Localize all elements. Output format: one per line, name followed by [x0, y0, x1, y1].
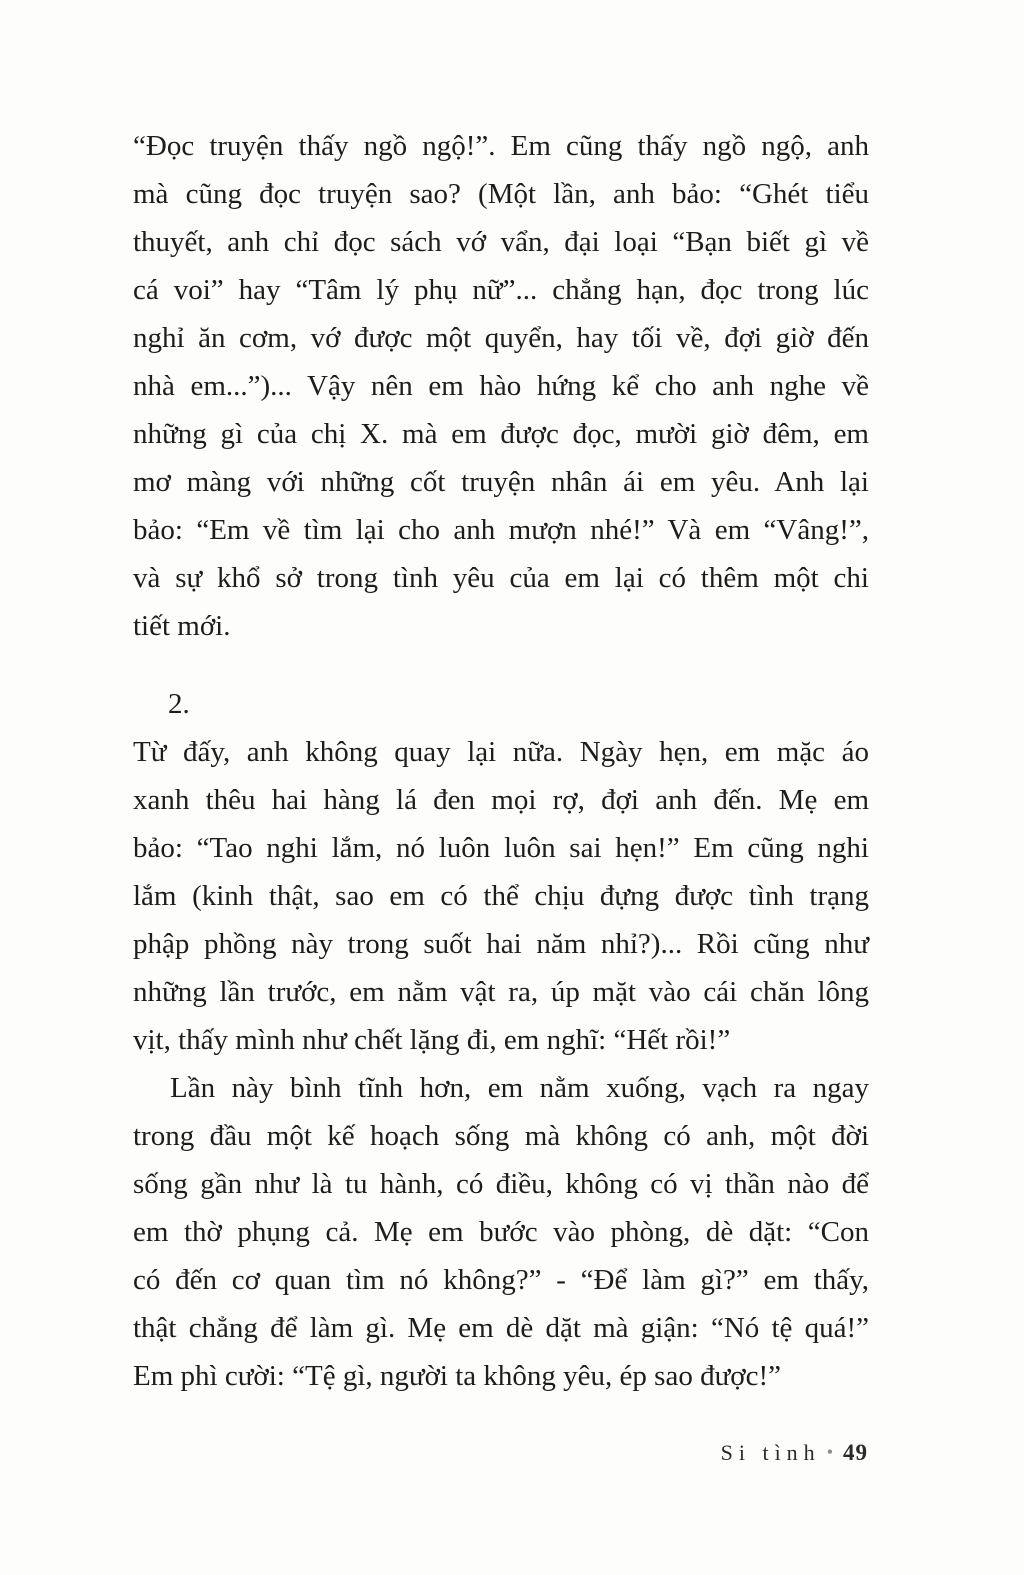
text-line: Em phì cười: “Tệ gì, người ta không yêu, ép sao được!”	[133, 1360, 782, 1392]
paragraph	[133, 122, 869, 650]
text-line: cá voi” hay “Tâm lý phụ nữ”... chẳng hạn, đọc trong lúc	[133, 274, 869, 306]
text-line: mơ màng với những cốt truyện nhân ái em yêu. Anh lại	[133, 466, 869, 498]
text-line: những gì của chị X. mà em được đọc, mười giờ đêm, em	[133, 418, 869, 450]
text-line: nghỉ ăn cơm, vớ được một quyển, hay tối về, đợi giờ đến	[133, 322, 869, 354]
text-line: tiết mới.	[133, 610, 231, 642]
section-number: 2.	[168, 688, 190, 720]
page-body-text	[133, 122, 869, 1400]
text-line: vịt, thấy mình như chết lặng đi, em nghĩ: “Hết rồi!”	[133, 1024, 731, 1056]
text-line: thật chẳng để làm gì. Mẹ em dè dặt mà giận: “Nó tệ quá!”	[133, 1312, 869, 1344]
text-line: có đến cơ quan tìm nó không?” - “Để làm gì?” em thấy,	[133, 1264, 869, 1296]
text-line: xanh thêu hai hàng lá đen mọi rợ, đợi anh đến. Mẹ em	[133, 784, 869, 816]
running-title: Si tình	[720, 1440, 821, 1465]
text-line: mà cũng đọc truyện sao? (Một lần, anh bảo: “Ghét tiểu	[133, 178, 869, 210]
text-line: phập phồng này trong suốt hai năm nhỉ?)... Rồi cũng như	[133, 928, 869, 960]
text-line: em thờ phụng cả. Mẹ em bước vào phòng, dè dặt: “Con	[133, 1216, 869, 1248]
text-line: thuyết, anh chỉ đọc sách vớ vẩn, đại loại “Bạn biết gì về	[133, 226, 869, 258]
paragraph	[133, 1064, 869, 1400]
footer-bullet-icon: •	[826, 1442, 833, 1462]
text-line: nhà em...”)... Vậy nên em hào hứng kể cho anh nghe về	[133, 370, 869, 402]
text-line: Từ đấy, anh không quay lại nữa. Ngày hẹn, em mặc áo	[133, 736, 869, 768]
page-footer	[721, 1440, 868, 1466]
text-line: và sự khổ sở trong tình yêu của em lại có thêm một chi	[133, 562, 869, 594]
page-number: 49	[843, 1440, 868, 1465]
text-line: Lần này bình tĩnh hơn, em nằm xuống, vạch ra ngay	[170, 1072, 869, 1104]
text-line: “Đọc truyện thấy ngồ ngộ!”. Em cũng thấy ngồ ngộ, anh	[133, 130, 869, 162]
text-line: những lần trước, em nằm vật ra, úp mặt vào cái chăn lông	[133, 976, 869, 1008]
paragraph	[133, 728, 869, 1064]
text-line: trong đầu một kế hoạch sống mà không có anh, một đời	[133, 1120, 869, 1152]
text-line: bảo: “Em về tìm lại cho anh mượn nhé!” Và em “Vâng!”,	[133, 514, 869, 546]
text-line: lắm (kinh thật, sao em có thể chịu đựng được tình trạng	[133, 880, 869, 912]
text-line: bảo: “Tao nghi lắm, nó luôn luôn sai hẹn!” Em cũng nghi	[133, 832, 869, 864]
text-line: sống gần như là tu hành, có điều, không có vị thần nào để	[133, 1168, 869, 1200]
